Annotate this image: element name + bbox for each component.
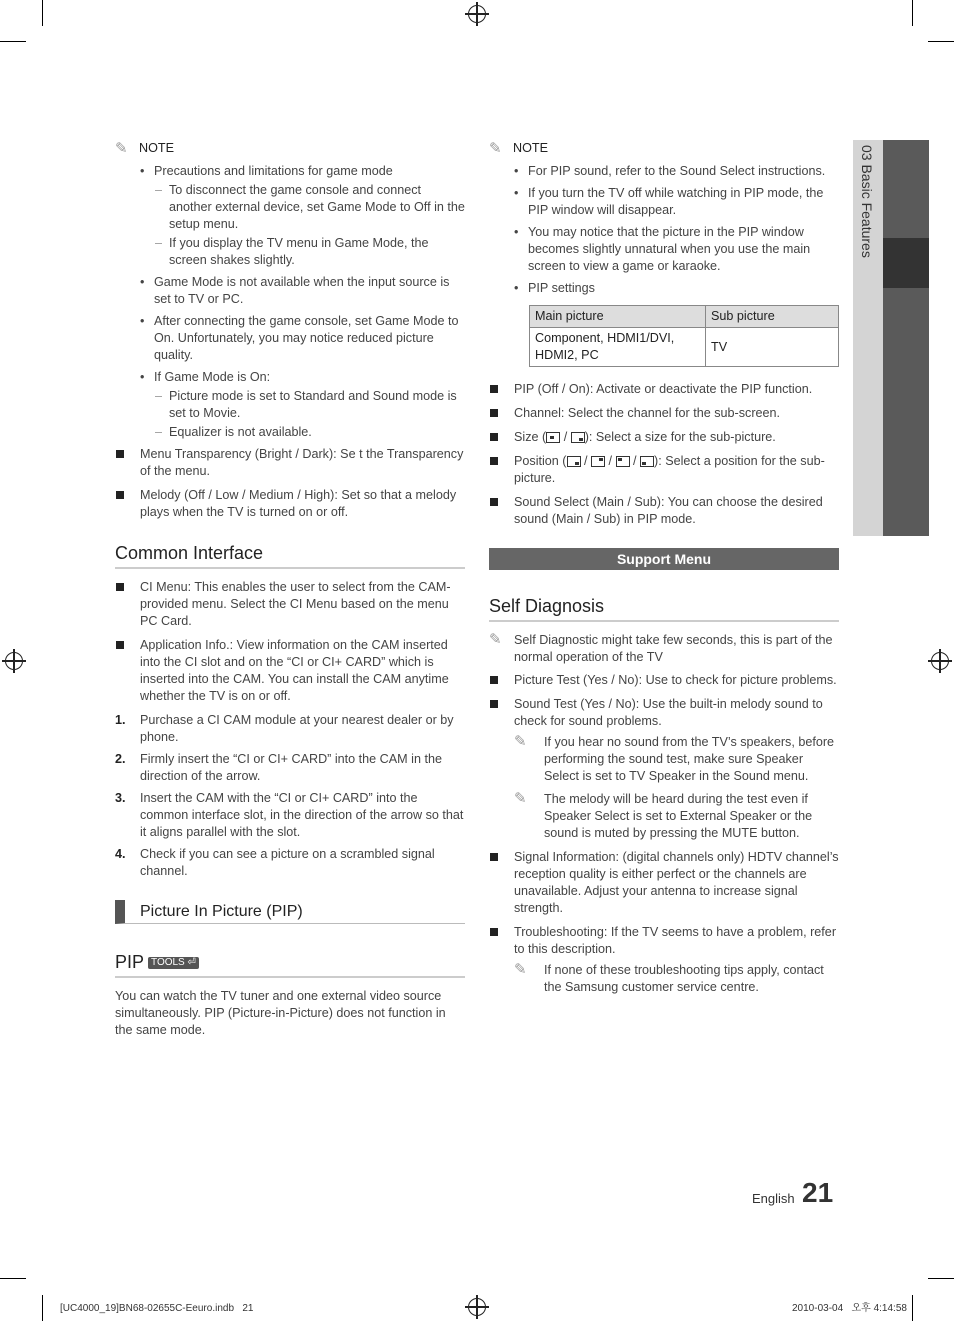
list-item: – Picture mode is set to Standard and Sound mode is set to Movie. [154, 388, 465, 422]
step-item: 3. Insert the CAM with the “CI or CI+ CARD” into the common interface slot, in the direction of the arrow so that it aligns parallel with the slot. [115, 791, 464, 839]
note-heading: ✎ NOTE [489, 139, 548, 157]
list-item: • If you turn the TV off while watching in PIP mode, the PIP window will disappear. [513, 185, 839, 219]
list-item: • For PIP sound, refer to the Sound Select instructions. [513, 163, 839, 180]
step-item: 1. Purchase a CI CAM module at your nearest dealer or by phone. [115, 713, 454, 744]
pencil-icon: ✎ [115, 139, 128, 157]
table-cell: Component, HDMI1/DVI, HDMI2, PC [530, 328, 706, 367]
registration-mark-right [931, 652, 949, 670]
self-diagnosis-heading: Self Diagnosis [489, 596, 839, 622]
sound-test-item: Sound Test (Yes / No): Use the built-in melody sound to check for sound problems. ✎ If you hear no sound from the TV’s speakers, before performing the sound test, make sure Speaker Select is set to TV Speaker in the Sound menu. ✎ The melody will be heard during the test even if Speaker Select is set to External Speaker or the sound is muted by pressing the MUTE button. [489, 696, 839, 842]
footer-file: [UC4000_19]BN68-02655C-Eeuro.indb 21 [60, 1303, 254, 1314]
step-item: 4. Check if you can see a picture on a scrambled signal channel. [115, 847, 435, 878]
pip-section-heading: Picture In Picture (PIP) [115, 900, 465, 924]
pencil-icon: ✎ [514, 790, 527, 807]
side-tab-marker [883, 238, 929, 288]
size-large-icon [546, 432, 560, 443]
footer-language: English [752, 1191, 795, 1206]
side-tab-bar [883, 140, 929, 536]
list-item: • You may notice that the picture in the PIP window becomes slightly unnatural when you use the main screen to view a game or karaoke. [513, 224, 839, 275]
ci-menu-item: CI Menu: This enables the user to select from the CAM-provided menu. Select the CI Menu based on the menu PC Card. [115, 579, 465, 630]
page-number: 21 [802, 1177, 834, 1208]
channel-item: Channel: Select the channel for the sub-screen. [489, 405, 839, 422]
list-item: • Game Mode is not available when the input source is set to TV or PC. [139, 274, 465, 308]
position-top-left-icon [616, 456, 630, 467]
melody-item: Melody (Off / Low / Medium / High): Set so that a melody plays when the TV is turned on or off. [115, 487, 465, 521]
support-menu-bar: Support Menu [489, 548, 839, 570]
list-item: • PIP settings [513, 280, 839, 297]
sound-test-note: ✎ If you hear no sound from the TV’s speakers, before performing the sound test, make sure Speaker Select is set to TV Speaker in the Sound menu. [514, 733, 835, 783]
pip-heading: PIP TOOLS ⏎ [115, 952, 465, 978]
registration-mark-bottom [468, 1298, 486, 1316]
picture-test-item: Picture Test (Yes / No): Use to check for picture problems. [489, 672, 839, 689]
list-item: • After connecting the game console, set Game Mode to On. Unfortunately, you may notice reduced picture quality. [139, 313, 465, 364]
list-item: • If Game Mode is On: – Picture mode is set to Standard and Sound mode is set to Movie. – Equalizer is not available. [139, 369, 465, 441]
troubleshooting-item: Troubleshooting: If the TV seems to have a problem, refer to this description. ✎ If none of these troubleshooting tips apply, contact the Samsung customer service centre. [489, 924, 839, 996]
note-heading: ✎ NOTE [115, 139, 174, 157]
pencil-icon: ✎ [489, 631, 502, 648]
left-column [115, 140, 465, 1039]
pip-notes-list [513, 163, 839, 297]
size-small-icon [571, 432, 585, 443]
right-column [489, 140, 839, 1003]
position-top-right-icon [591, 456, 605, 467]
pip-settings-table [529, 305, 839, 367]
tools-badge: TOOLS ⏎ [148, 957, 199, 969]
pip-item: PIP (Off / On): Activate or deactivate the PIP function. [489, 381, 839, 398]
signal-information-item: Signal Information: (digital channels only) HDTV channel’s reception quality is either perfect or the channels are unavailable. Adjust your antenna to increase signal strength. [489, 849, 839, 917]
self-diagnosis-note: ✎ Self Diagnostic might take few seconds, this is part of the normal operation of the TV [489, 631, 833, 664]
menu-transparency-item: Menu Transparency (Bright / Dark): Se t the Transparency of the menu. [115, 446, 465, 480]
pencil-icon: ✎ [514, 733, 527, 750]
footer-timestamp: 2010-03-04 오후 4:14:58 [792, 1303, 907, 1314]
position-item: Position ( / / / ): Select a position for the sub-picture. [489, 453, 839, 487]
table-header: Sub picture [706, 306, 839, 328]
application-info-item: Application Info.: View information on the CAM inserted into the CI slot and on the “CI or CI+ CARD” which is inserted into the CAM. You can install the CAM anytime whether the TV is on or off. [115, 637, 465, 705]
list-item: • Precautions and limitations for game mode – To disconnect the game console and connect another external device, set Game Mode to Off in the setup menu. – If you display the TV menu in Game Mode, the screen shakes slightly. [139, 163, 465, 269]
size-item: Size ( / ): Select a size for the sub-picture. [489, 429, 839, 446]
position-bottom-left-icon [640, 456, 654, 467]
list-item: – To disconnect the game console and connect another external device, set Game Mode to Off in the setup menu. [154, 182, 465, 233]
pencil-icon: ✎ [514, 961, 527, 978]
pip-description: You can watch the TV tuner and one external video source simultaneously. PIP (Picture-in-Picture) does not function in the same mode. [115, 989, 446, 1037]
position-bottom-right-icon [567, 456, 581, 467]
game-notes-list [139, 163, 465, 441]
sound-test-note: ✎ The melody will be heard during the test even if Speaker Select is set to External Speaker or the sound is muted by pressing the MUTE button. [514, 790, 813, 840]
list-item: – If you display the TV menu in Game Mode, the screen shakes slightly. [154, 235, 465, 269]
table-header: Main picture [530, 306, 706, 328]
troubleshooting-note: ✎ If none of these troubleshooting tips apply, contact the Samsung customer service centre. [514, 961, 824, 994]
sound-select-item: Sound Select (Main / Sub): You can choose the desired sound (Main / Sub) in PIP mode. [489, 494, 839, 528]
pencil-icon: ✎ [489, 139, 502, 157]
common-interface-heading: Common Interface [115, 543, 465, 569]
registration-mark-top [468, 5, 486, 23]
table-cell: TV [706, 328, 839, 367]
step-item: 2. Firmly insert the “CI or CI+ CARD” into the CAM in the direction of the arrow. [115, 752, 442, 783]
registration-mark-left [5, 652, 23, 670]
list-item: – Equalizer is not available. [154, 424, 465, 441]
side-tab-label: 03 Basic Features [859, 145, 875, 258]
